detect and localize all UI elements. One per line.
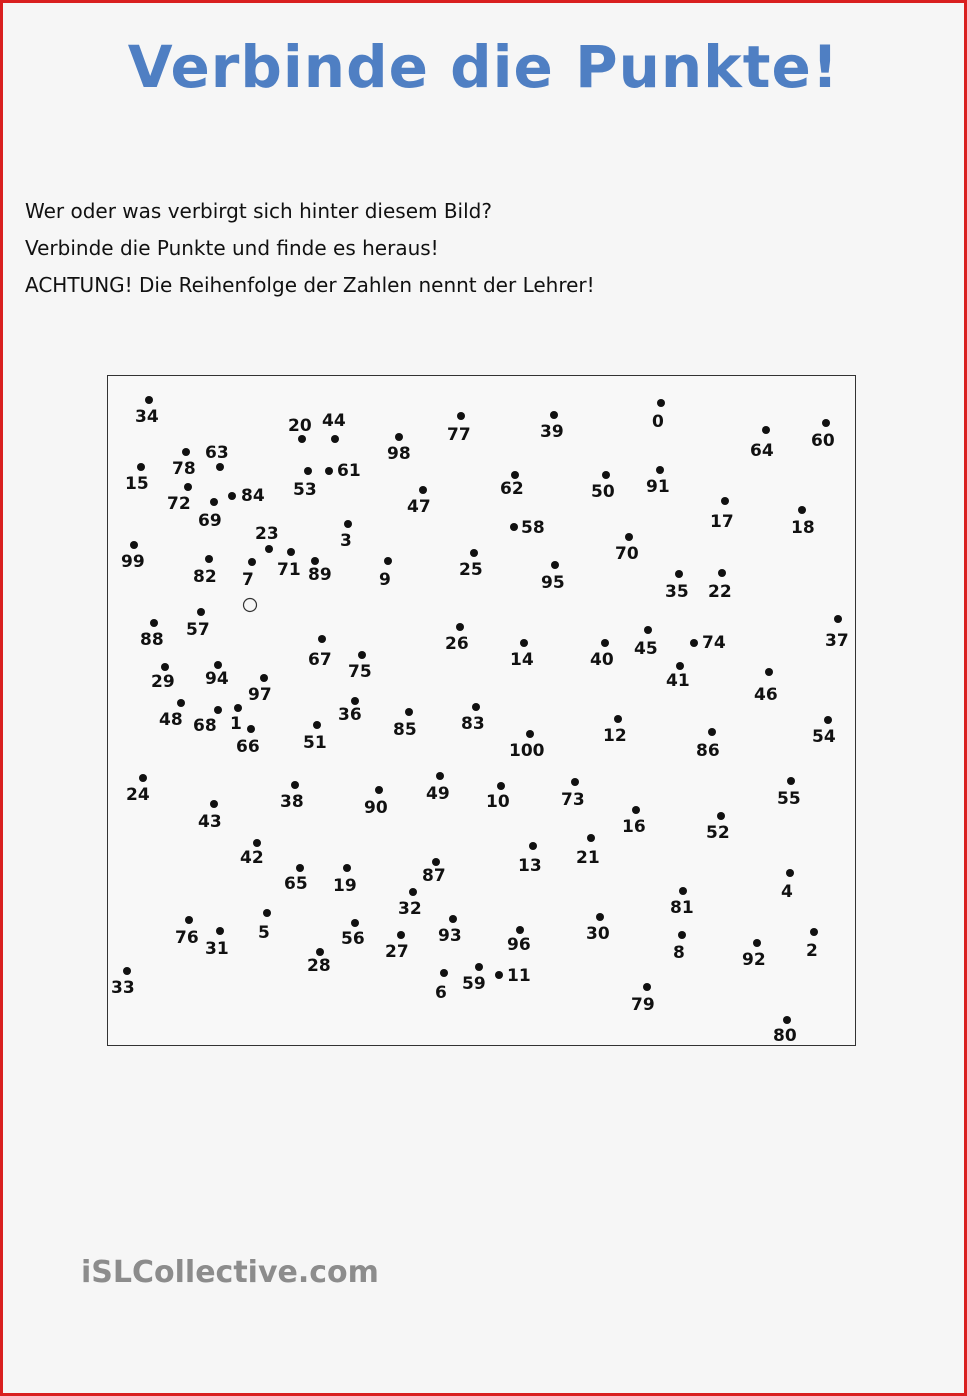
dot-62	[511, 471, 519, 479]
dot-37	[834, 615, 842, 623]
dot-24	[139, 774, 147, 782]
dot-label-39: 39	[540, 422, 564, 442]
instruction-line-2: Verbinde die Punkte und finde es heraus!	[25, 236, 439, 260]
dot-label-58: 58	[521, 518, 545, 538]
dot-label-80: 80	[773, 1026, 797, 1046]
dot-45	[644, 626, 652, 634]
dot-label-19: 19	[333, 876, 357, 896]
dot-26	[456, 623, 464, 631]
dot-label-35: 35	[665, 582, 689, 602]
dot-label-36: 36	[338, 705, 362, 725]
dot-label-28: 28	[307, 956, 331, 976]
dot-label-47: 47	[407, 497, 431, 517]
dot-84	[228, 492, 236, 500]
dot-82	[205, 555, 213, 563]
dot-label-22: 22	[708, 582, 732, 602]
dot-86	[708, 728, 716, 736]
dot-78	[182, 448, 190, 456]
dot-21	[587, 834, 595, 842]
dot-1	[234, 704, 242, 712]
dot-label-17: 17	[710, 512, 734, 532]
dot-label-31: 31	[205, 939, 229, 959]
dot-68	[214, 706, 222, 714]
dot-67	[318, 635, 326, 643]
dot-22	[718, 569, 726, 577]
dot-41	[676, 662, 684, 670]
dot-42	[253, 839, 261, 847]
dot-76	[185, 916, 193, 924]
dot-56	[351, 919, 359, 927]
dot-label-76: 76	[175, 928, 199, 948]
dot-98	[395, 433, 403, 441]
dot-60	[822, 419, 830, 427]
dot-label-64: 64	[750, 441, 774, 461]
dot-label-46: 46	[754, 685, 778, 705]
dot-label-1: 1	[230, 714, 242, 734]
dot-label-71: 71	[277, 560, 301, 580]
dot-label-85: 85	[393, 720, 417, 740]
dot-9	[384, 557, 392, 565]
dot-14	[520, 639, 528, 647]
dot-44	[331, 435, 339, 443]
dot-58	[510, 523, 518, 531]
dot-label-43: 43	[198, 812, 222, 832]
dot-73	[571, 778, 579, 786]
dot-label-59: 59	[462, 974, 486, 994]
dot-label-100: 100	[509, 741, 545, 761]
dot-54	[824, 716, 832, 724]
dot-label-90: 90	[364, 798, 388, 818]
dot-70	[625, 533, 633, 541]
dot-label-33: 33	[111, 978, 135, 998]
dot-30	[596, 913, 604, 921]
dot-34	[145, 396, 153, 404]
dot-label-14: 14	[510, 650, 534, 670]
dot-label-15: 15	[125, 474, 149, 494]
dot-label-63: 63	[205, 443, 229, 463]
dot-88	[150, 619, 158, 627]
dot-label-92: 92	[742, 950, 766, 970]
dot-puzzle	[107, 375, 856, 1046]
dot-55	[787, 777, 795, 785]
dot-label-13: 13	[518, 856, 542, 876]
dot-93	[449, 915, 457, 923]
dot-label-83: 83	[461, 714, 485, 734]
dot-15	[137, 463, 145, 471]
dot-label-45: 45	[634, 639, 658, 659]
dot-65	[296, 864, 304, 872]
dot-label-12: 12	[603, 726, 627, 746]
dot-43	[210, 800, 218, 808]
dot-6	[440, 969, 448, 977]
dot-0	[657, 399, 665, 407]
dot-label-23: 23	[255, 524, 279, 544]
dot-label-26: 26	[445, 634, 469, 654]
dot-label-16: 16	[622, 817, 646, 837]
dot-50	[602, 471, 610, 479]
dot-label-7: 7	[242, 570, 254, 590]
dot-11	[495, 971, 503, 979]
dot-label-56: 56	[341, 929, 365, 949]
dot-label-54: 54	[812, 727, 836, 747]
dot-38	[291, 781, 299, 789]
dot-label-57: 57	[186, 620, 210, 640]
dot-label-50: 50	[591, 482, 615, 502]
dot-label-60: 60	[811, 431, 835, 451]
dot-label-84: 84	[241, 486, 265, 506]
dot-92	[753, 939, 761, 947]
dot-39	[550, 411, 558, 419]
dot-96	[516, 926, 524, 934]
dot-label-30: 30	[586, 924, 610, 944]
dot-61	[325, 467, 333, 475]
dot-5	[263, 909, 271, 917]
dot-53	[304, 467, 312, 475]
dot-2	[810, 928, 818, 936]
instruction-line-3: ACHTUNG! Die Reihenfolge der Zahlen nennt der Lehrer!	[25, 273, 595, 297]
dot-label-88: 88	[140, 630, 164, 650]
dot-48	[177, 699, 185, 707]
dot-94	[214, 661, 222, 669]
dot-label-62: 62	[500, 479, 524, 499]
dot-57	[197, 608, 205, 616]
dot-85	[405, 708, 413, 716]
dot-46	[765, 668, 773, 676]
dot-label-89: 89	[308, 565, 332, 585]
footer-logo: iSLCollective.com	[81, 1255, 379, 1290]
dot-74	[690, 639, 698, 647]
dot-20	[298, 435, 306, 443]
dot-label-97: 97	[248, 685, 272, 705]
dot-label-95: 95	[541, 573, 565, 593]
dot-81	[679, 887, 687, 895]
dot-label-29: 29	[151, 672, 175, 692]
dot-95	[551, 561, 559, 569]
dot-label-3: 3	[340, 531, 352, 551]
dot-80	[783, 1016, 791, 1024]
dot-label-48: 48	[159, 710, 183, 730]
dot-label-94: 94	[205, 669, 229, 689]
dot-label-9: 9	[379, 570, 391, 590]
dot-97	[260, 674, 268, 682]
dot-label-0: 0	[652, 412, 664, 432]
dot-63	[216, 463, 224, 471]
instruction-line-1: Wer oder was verbirgt sich hinter diesem Bild?	[25, 199, 492, 223]
page-title: Verbinde die Punkte!	[127, 33, 840, 101]
dot-label-74: 74	[702, 633, 726, 653]
dot-label-32: 32	[398, 899, 422, 919]
dot-49	[436, 772, 444, 780]
dot-label-68: 68	[193, 716, 217, 736]
dot-28	[316, 948, 324, 956]
dot-label-67: 67	[308, 650, 332, 670]
dot-label-42: 42	[240, 848, 264, 868]
dot-64	[762, 426, 770, 434]
dot-label-72: 72	[167, 494, 191, 514]
dot-label-49: 49	[426, 784, 450, 804]
dot-label-82: 82	[193, 567, 217, 587]
dot-label-21: 21	[576, 848, 600, 868]
dot-label-6: 6	[435, 983, 447, 1003]
dot-83	[472, 703, 480, 711]
dot-51	[313, 721, 321, 729]
dot-label-2: 2	[806, 941, 818, 961]
dot-label-41: 41	[666, 671, 690, 691]
dot-59	[475, 963, 483, 971]
dot-label-93: 93	[438, 926, 462, 946]
dot-13	[529, 842, 537, 850]
dot-72	[184, 483, 192, 491]
dot-31	[216, 927, 224, 935]
dot-label-52: 52	[706, 823, 730, 843]
dot-label-25: 25	[459, 560, 483, 580]
dot-69	[210, 498, 218, 506]
dot-71	[287, 548, 295, 556]
dot-label-18: 18	[791, 518, 815, 538]
start-marker	[244, 599, 257, 612]
dot-label-53: 53	[293, 480, 317, 500]
dot-label-38: 38	[280, 792, 304, 812]
dot-label-86: 86	[696, 741, 720, 761]
dot-87	[432, 858, 440, 866]
dot-35	[675, 570, 683, 578]
dot-label-44: 44	[322, 411, 346, 431]
dot-12	[614, 715, 622, 723]
dot-99	[130, 541, 138, 549]
dot-66	[247, 725, 255, 733]
dot-10	[497, 782, 505, 790]
dot-label-10: 10	[486, 792, 510, 812]
dot-33	[123, 967, 131, 975]
dot-79	[643, 983, 651, 991]
dot-47	[419, 486, 427, 494]
dot-4	[786, 869, 794, 877]
dot-label-70: 70	[615, 544, 639, 564]
dot-label-77: 77	[447, 425, 471, 445]
dot-75	[358, 651, 366, 659]
dot-3	[344, 520, 352, 528]
dot-77	[457, 412, 465, 420]
dot-18	[798, 506, 806, 514]
dot-91	[656, 466, 664, 474]
dot-label-78: 78	[172, 459, 196, 479]
dot-label-79: 79	[631, 995, 655, 1015]
dot-label-55: 55	[777, 789, 801, 809]
dot-puzzle-frame	[107, 375, 856, 1046]
dot-label-11: 11	[507, 966, 531, 986]
dot-23	[265, 545, 273, 553]
dot-7	[248, 558, 256, 566]
dot-label-73: 73	[561, 790, 585, 810]
dot-label-24: 24	[126, 785, 150, 805]
dot-36	[351, 697, 359, 705]
dot-label-61: 61	[337, 461, 361, 481]
dot-16	[632, 806, 640, 814]
dot-label-66: 66	[236, 737, 260, 757]
dot-label-5: 5	[258, 923, 270, 943]
dot-label-98: 98	[387, 444, 411, 464]
dot-label-37: 37	[825, 631, 849, 651]
instructions	[25, 195, 595, 306]
dot-label-40: 40	[590, 650, 614, 670]
dot-label-65: 65	[284, 874, 308, 894]
dot-label-87: 87	[422, 866, 446, 886]
dot-label-4: 4	[781, 882, 793, 902]
dot-27	[397, 931, 405, 939]
dot-8	[678, 931, 686, 939]
dot-90	[375, 786, 383, 794]
dot-label-69: 69	[198, 511, 222, 531]
dot-52	[717, 812, 725, 820]
dot-29	[161, 663, 169, 671]
dot-label-51: 51	[303, 733, 327, 753]
dot-label-8: 8	[673, 943, 685, 963]
dot-label-99: 99	[121, 552, 145, 572]
dot-25	[470, 549, 478, 557]
dot-label-81: 81	[670, 898, 694, 918]
dot-100	[526, 730, 534, 738]
dot-label-75: 75	[348, 662, 372, 682]
dot-label-96: 96	[507, 935, 531, 955]
dot-label-27: 27	[385, 942, 409, 962]
dot-17	[721, 497, 729, 505]
dot-label-91: 91	[646, 477, 670, 497]
dot-32	[409, 888, 417, 896]
dot-40	[601, 639, 609, 647]
dot-label-34: 34	[135, 407, 159, 427]
dot-89	[311, 557, 319, 565]
dot-label-20: 20	[288, 416, 312, 436]
dot-19	[343, 864, 351, 872]
